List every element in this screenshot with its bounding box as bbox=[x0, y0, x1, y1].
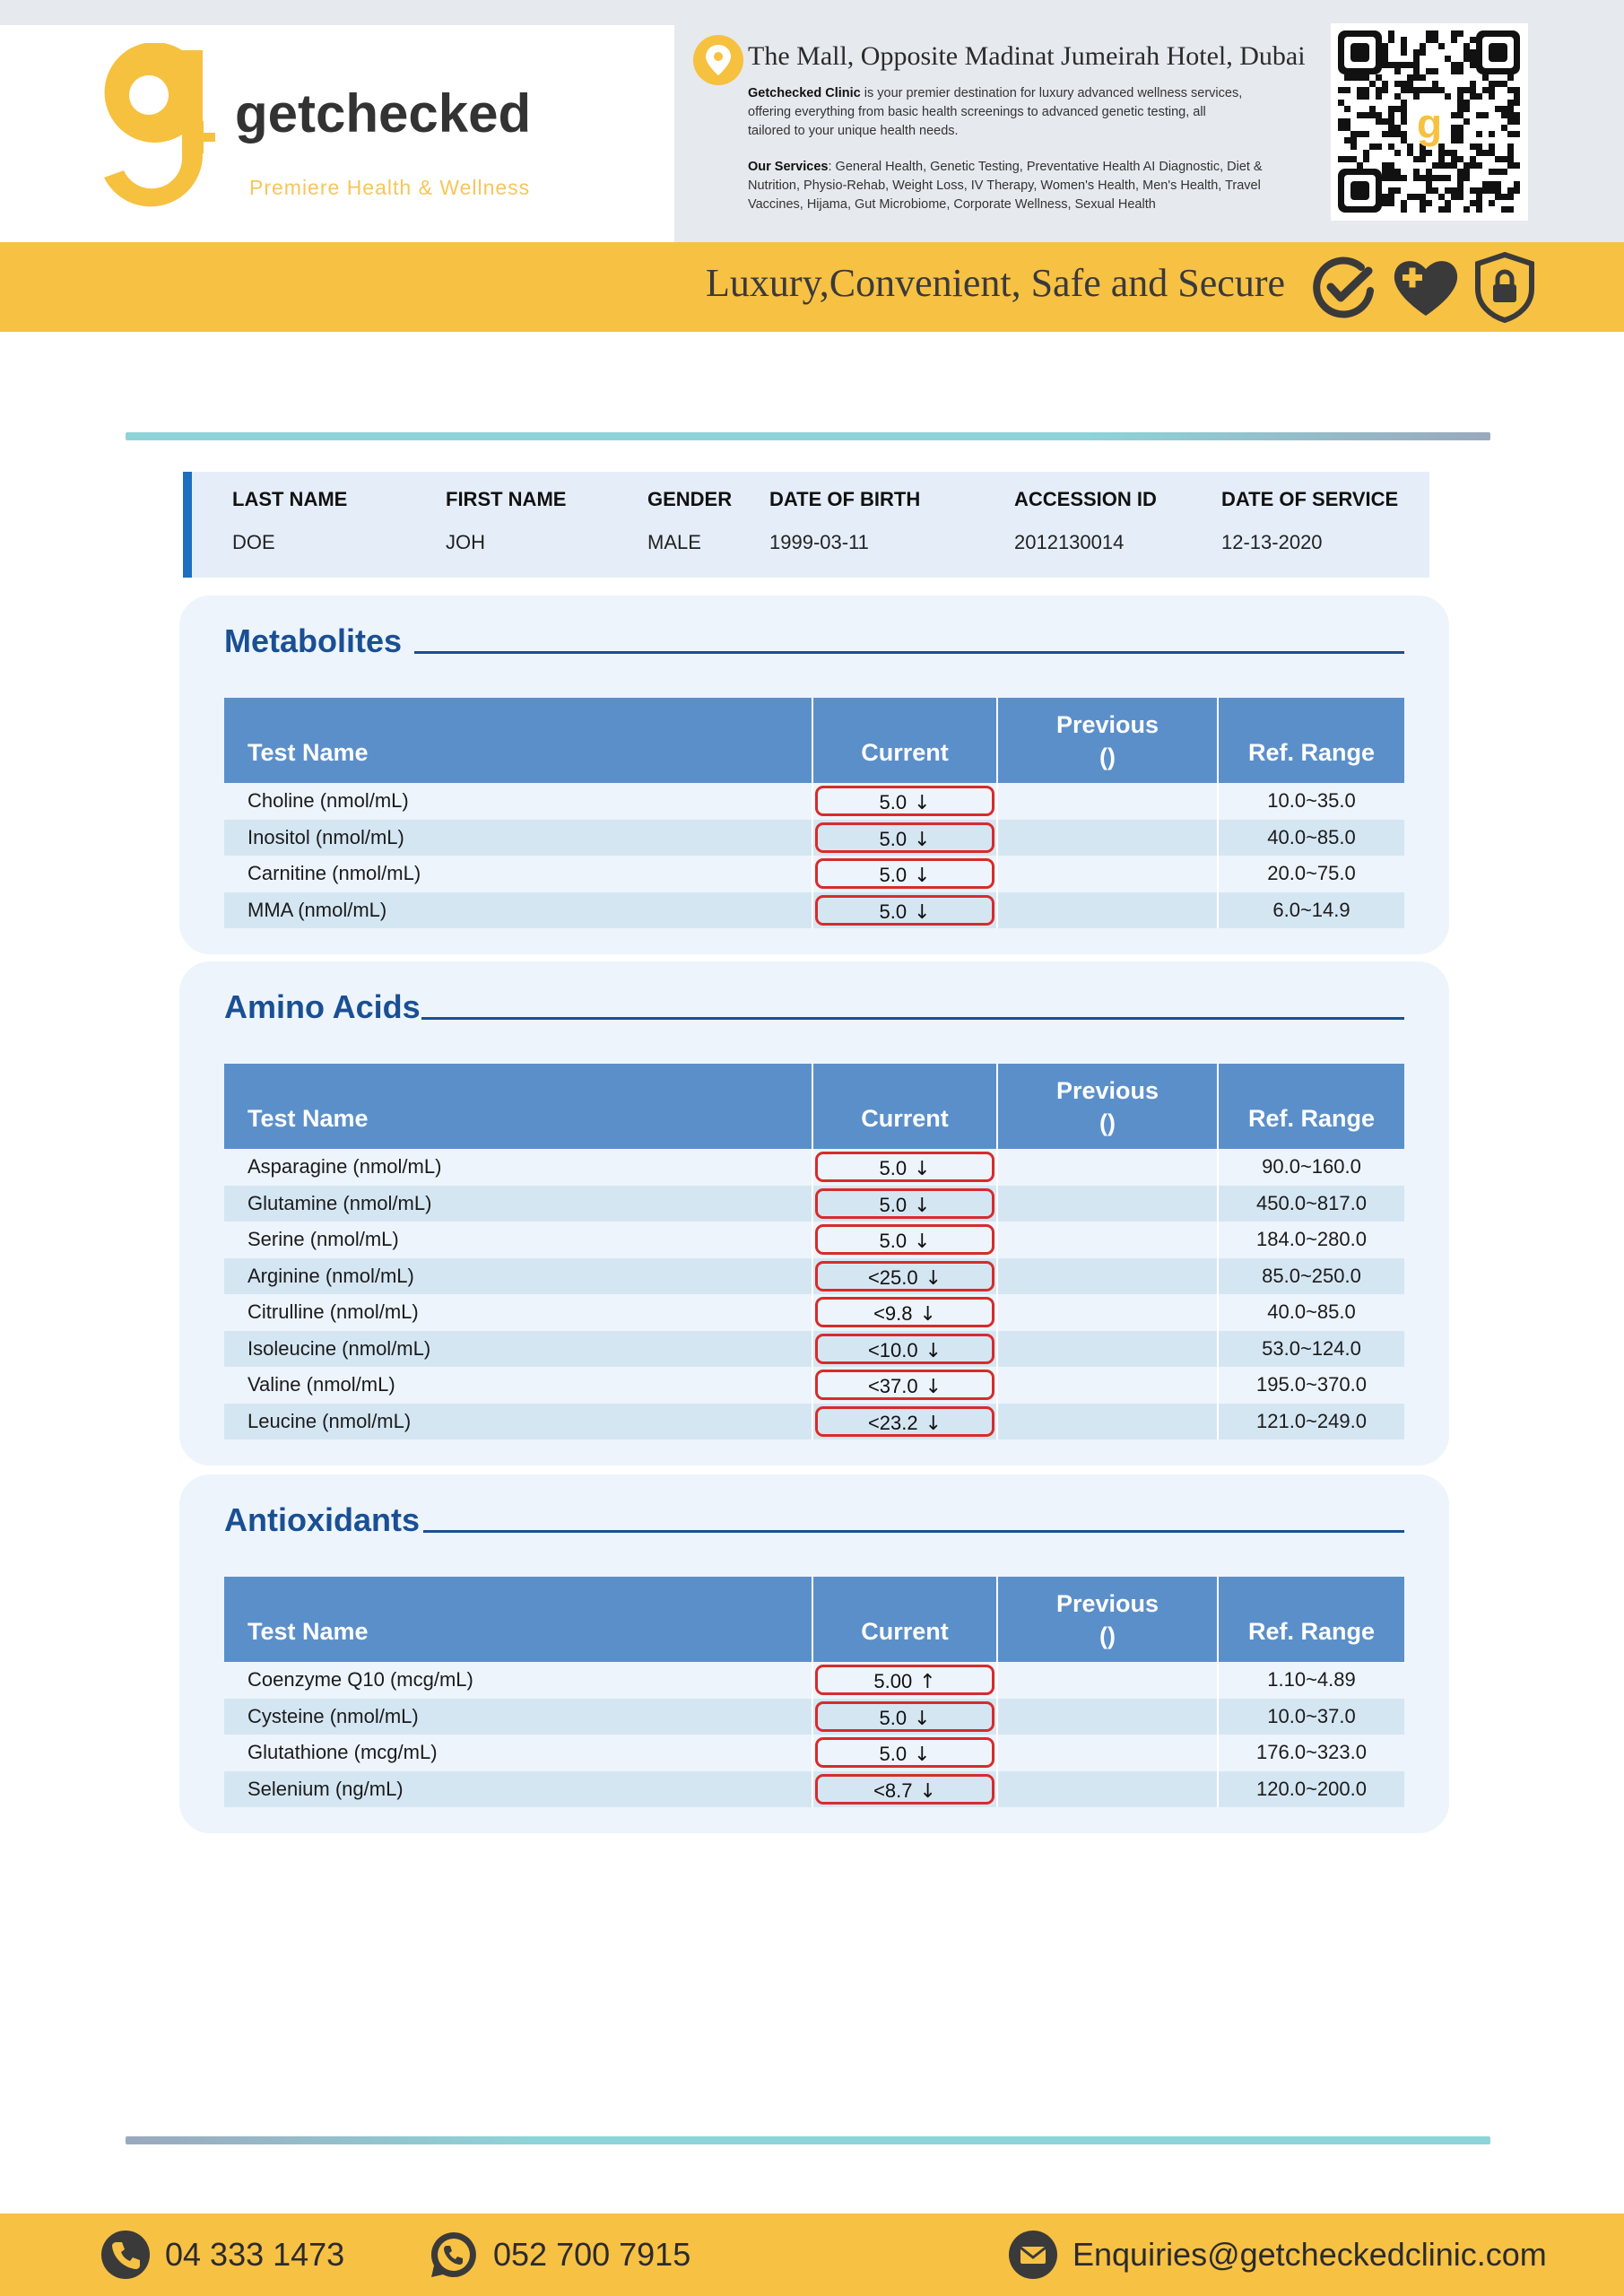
column-header-previous-sub: () bbox=[1099, 743, 1116, 770]
out-of-range-highlight bbox=[815, 1370, 994, 1400]
current-value-cell bbox=[812, 1149, 997, 1186]
previous-value bbox=[997, 820, 1218, 857]
column-header-previous bbox=[997, 698, 1218, 783]
arrow-down-icon: ↓ bbox=[914, 828, 931, 851]
column-header-previous-label: Previous bbox=[1055, 1076, 1159, 1104]
patient-header-service-date: DATE OF SERVICE bbox=[1221, 488, 1399, 510]
arrow-down-icon: ↓ bbox=[914, 1744, 931, 1767]
current-value-cell bbox=[812, 892, 997, 929]
slogan-text: Luxury,Convenient, Safe and Secure bbox=[706, 261, 1285, 305]
arrow-down-icon: ↓ bbox=[914, 1231, 931, 1254]
brand-tagline: Premiere Health & Wellness bbox=[249, 176, 531, 199]
previous-value bbox=[997, 856, 1218, 892]
current-value-cell bbox=[812, 1294, 997, 1331]
column-header-current: Current bbox=[812, 1064, 997, 1149]
current-value-cell bbox=[812, 1222, 997, 1258]
clinic-services bbox=[748, 158, 1286, 214]
column-header-test-name: Test Name bbox=[224, 698, 812, 783]
table-row bbox=[224, 1404, 1404, 1440]
services-label: Our Services bbox=[748, 160, 829, 174]
clinic-address: The Mall, Opposite Madinat Jumeirah Hotel, Dubai bbox=[748, 41, 1306, 71]
out-of-range-highlight bbox=[815, 1406, 994, 1437]
table-row bbox=[224, 1149, 1404, 1186]
patient-header-dob: DATE OF BIRTH bbox=[769, 488, 921, 510]
test-name: Selenium (ng/mL) bbox=[224, 1771, 812, 1808]
reference-range: 450.0~817.0 bbox=[1218, 1186, 1404, 1222]
out-of-range-highlight bbox=[815, 1334, 994, 1364]
current-value: 5.0 bbox=[879, 1743, 908, 1766]
previous-value bbox=[997, 1771, 1218, 1808]
reference-range: 195.0~370.0 bbox=[1218, 1367, 1404, 1404]
arrow-down-icon: ↓ bbox=[925, 1339, 942, 1362]
out-of-range-highlight bbox=[815, 1188, 994, 1219]
brand-name: getchecked bbox=[235, 83, 532, 144]
patient-header-gender: GENDER bbox=[647, 488, 733, 510]
reference-range: 176.0~323.0 bbox=[1218, 1735, 1404, 1771]
footer-phone[interactable] bbox=[100, 2230, 344, 2280]
current-value: <37.0 bbox=[867, 1375, 918, 1398]
arrow-down-icon: ↓ bbox=[914, 792, 931, 815]
out-of-range-highlight bbox=[815, 1297, 994, 1327]
current-value-cell bbox=[812, 1404, 997, 1440]
table-row bbox=[224, 1771, 1404, 1808]
patient-info-box bbox=[183, 472, 1429, 578]
arrow-down-icon: ↓ bbox=[914, 900, 931, 924]
column-header-previous-sub: () bbox=[1099, 1109, 1116, 1136]
heart-plus-icon bbox=[1390, 251, 1462, 323]
reference-range: 20.0~75.0 bbox=[1218, 856, 1404, 892]
phone-icon bbox=[100, 2230, 151, 2280]
current-value: 5.0 bbox=[879, 791, 908, 814]
current-value: <25.0 bbox=[867, 1265, 918, 1289]
previous-value bbox=[997, 1404, 1218, 1440]
table-row bbox=[224, 856, 1404, 892]
current-value-cell bbox=[812, 1699, 997, 1735]
current-value: 5.0 bbox=[879, 864, 908, 887]
out-of-range-highlight bbox=[815, 1224, 994, 1255]
table-header-row bbox=[224, 1577, 1404, 1662]
results-table bbox=[224, 1064, 1404, 1439]
column-header-previous-label: Previous bbox=[1055, 710, 1159, 738]
out-of-range-highlight bbox=[815, 1261, 994, 1292]
out-of-range-highlight bbox=[815, 1737, 994, 1768]
current-value: 5.00 bbox=[873, 1670, 913, 1693]
current-value: 5.0 bbox=[879, 1706, 908, 1729]
current-value: 5.0 bbox=[879, 900, 908, 923]
current-value: <8.7 bbox=[873, 1779, 913, 1802]
test-name: Serine (nmol/mL) bbox=[224, 1222, 812, 1258]
table-row bbox=[224, 1367, 1404, 1404]
current-value-cell bbox=[812, 783, 997, 820]
reference-range: 10.0~37.0 bbox=[1218, 1699, 1404, 1735]
location-pin-icon bbox=[692, 34, 744, 86]
patient-header-last-name: LAST NAME bbox=[232, 488, 348, 510]
previous-value bbox=[997, 1331, 1218, 1368]
column-header-previous bbox=[997, 1064, 1218, 1149]
current-value: <23.2 bbox=[867, 1411, 918, 1434]
out-of-range-highlight bbox=[815, 895, 994, 926]
previous-value bbox=[997, 1699, 1218, 1735]
current-value: 5.0 bbox=[879, 1193, 908, 1216]
clinic-name: Getchecked Clinic bbox=[748, 86, 861, 100]
previous-value bbox=[997, 1149, 1218, 1186]
arrow-down-icon: ↓ bbox=[925, 1412, 942, 1435]
column-header-current: Current bbox=[812, 1577, 997, 1662]
test-name: Coenzyme Q10 (mcg/mL) bbox=[224, 1662, 812, 1699]
previous-value bbox=[997, 1294, 1218, 1331]
section-title: Amino Acids bbox=[224, 988, 421, 1025]
previous-value bbox=[997, 1186, 1218, 1222]
results-table bbox=[224, 698, 1404, 928]
table-row bbox=[224, 783, 1404, 820]
patient-header-first-name: FIRST NAME bbox=[446, 488, 567, 510]
current-value-cell bbox=[812, 1186, 997, 1222]
bottom-divider bbox=[126, 2136, 1490, 2144]
reference-range: 184.0~280.0 bbox=[1218, 1222, 1404, 1258]
column-header-previous-sub: () bbox=[1099, 1622, 1116, 1649]
table-header-row bbox=[224, 1064, 1404, 1149]
table-row bbox=[224, 1258, 1404, 1295]
footer-whatsapp[interactable] bbox=[429, 2230, 690, 2280]
reference-range: 1.10~4.89 bbox=[1218, 1662, 1404, 1699]
column-header-ref-range: Ref. Range bbox=[1218, 1577, 1404, 1662]
out-of-range-highlight bbox=[815, 1701, 994, 1732]
arrow-down-icon: ↓ bbox=[914, 1707, 931, 1730]
section-title-underline bbox=[423, 1530, 1404, 1533]
reference-range: 85.0~250.0 bbox=[1218, 1258, 1404, 1295]
out-of-range-highlight bbox=[815, 858, 994, 889]
previous-value bbox=[997, 892, 1218, 929]
current-value-cell bbox=[812, 1735, 997, 1771]
current-value-cell bbox=[812, 1771, 997, 1808]
current-value: <10.0 bbox=[867, 1338, 918, 1361]
footer-phone-text: 04 333 1473 bbox=[165, 2236, 345, 2273]
getchecked-logo-icon bbox=[97, 43, 218, 222]
current-value-cell bbox=[812, 1331, 997, 1368]
services-text: : General Health, Genetic Testing, Preventative Health AI Diagnostic, Diet & Nutrition, Physio-Rehab, Weight Loss, IV Therapy, Women's Health, Men's Health, Travel Vaccines, Hijama, Gut Microbiome, Corporate Wellness, Sexual Health bbox=[748, 160, 1263, 212]
arrow-down-icon: ↓ bbox=[914, 865, 931, 888]
out-of-range-highlight bbox=[815, 822, 994, 853]
section-title-underline bbox=[421, 1017, 1404, 1020]
section-title: Antioxidants bbox=[224, 1501, 421, 1538]
table-row bbox=[224, 1186, 1404, 1222]
previous-value bbox=[997, 1662, 1218, 1699]
current-value: <9.8 bbox=[873, 1302, 913, 1326]
test-name: Asparagine (nmol/mL) bbox=[224, 1149, 812, 1186]
results-table bbox=[224, 1577, 1404, 1807]
table-row bbox=[224, 1222, 1404, 1258]
footer-email-text: Enquiries@getcheckedclinic.com bbox=[1073, 2236, 1547, 2273]
reference-range: 121.0~249.0 bbox=[1218, 1404, 1404, 1440]
test-name: Cysteine (nmol/mL) bbox=[224, 1699, 812, 1735]
clinic-description bbox=[748, 84, 1250, 141]
qr-code-icon[interactable] bbox=[1331, 23, 1528, 221]
patient-accession-id: 2012130014 bbox=[1014, 531, 1125, 553]
reference-range: 90.0~160.0 bbox=[1218, 1149, 1404, 1186]
current-value: 5.0 bbox=[879, 1230, 908, 1253]
patient-last-name: DOE bbox=[232, 531, 275, 553]
current-value-cell bbox=[812, 1367, 997, 1404]
section-antioxidants bbox=[179, 1474, 1449, 1833]
out-of-range-highlight bbox=[815, 786, 994, 816]
patient-first-name: JOH bbox=[446, 531, 485, 553]
footer-whatsapp-text: 052 700 7915 bbox=[493, 2236, 691, 2273]
reference-range: 40.0~85.0 bbox=[1218, 820, 1404, 857]
column-header-previous-label: Previous bbox=[1055, 1589, 1159, 1617]
section-metabolites bbox=[179, 596, 1449, 954]
test-name: Inositol (nmol/mL) bbox=[224, 820, 812, 857]
email-icon bbox=[1008, 2230, 1058, 2280]
current-value-cell bbox=[812, 856, 997, 892]
reference-range: 10.0~35.0 bbox=[1218, 783, 1404, 820]
patient-header-accession: ACCESSION ID bbox=[1014, 488, 1157, 510]
test-name: Citrulline (nmol/mL) bbox=[224, 1294, 812, 1331]
previous-value bbox=[997, 1735, 1218, 1771]
column-header-current: Current bbox=[812, 698, 997, 783]
patient-dob: 1999-03-11 bbox=[769, 531, 869, 553]
reference-range: 120.0~200.0 bbox=[1218, 1771, 1404, 1808]
previous-value bbox=[997, 783, 1218, 820]
top-divider bbox=[126, 432, 1490, 440]
arrow-down-icon: ↓ bbox=[925, 1266, 942, 1290]
check-badge-icon bbox=[1307, 251, 1379, 323]
current-value: 5.0 bbox=[879, 827, 908, 850]
clinic-description-text: is your premier destination for luxury advanced wellness services, offering everything from basic health screenings to advanced genetic testing, all tailored to your unique health needs. bbox=[748, 86, 1243, 138]
table-row bbox=[224, 892, 1404, 929]
whatsapp-icon bbox=[429, 2230, 479, 2280]
table-row bbox=[224, 1699, 1404, 1735]
patient-gender: MALE bbox=[647, 531, 701, 553]
out-of-range-highlight bbox=[815, 1152, 994, 1182]
section-title: Metabolites bbox=[224, 622, 403, 659]
current-value-cell bbox=[812, 820, 997, 857]
patient-service-date: 12-13-2020 bbox=[1221, 531, 1323, 553]
arrow-down-icon: ↓ bbox=[914, 1158, 931, 1181]
test-name: Isoleucine (nmol/mL) bbox=[224, 1331, 812, 1368]
test-name: Leucine (nmol/mL) bbox=[224, 1404, 812, 1440]
previous-value bbox=[997, 1367, 1218, 1404]
table-row bbox=[224, 1735, 1404, 1771]
test-name: MMA (nmol/mL) bbox=[224, 892, 812, 929]
column-header-ref-range: Ref. Range bbox=[1218, 1064, 1404, 1149]
previous-value bbox=[997, 1258, 1218, 1295]
current-value-cell bbox=[812, 1662, 997, 1699]
shield-lock-icon bbox=[1469, 251, 1541, 323]
previous-value bbox=[997, 1222, 1218, 1258]
reference-range: 53.0~124.0 bbox=[1218, 1331, 1404, 1368]
column-header-ref-range: Ref. Range bbox=[1218, 698, 1404, 783]
arrow-down-icon: ↓ bbox=[919, 1779, 936, 1803]
test-name: Glutathione (mcg/mL) bbox=[224, 1735, 812, 1771]
footer-email[interactable] bbox=[1008, 2230, 1547, 2280]
table-row bbox=[224, 1294, 1404, 1331]
svg-text:g: g bbox=[1416, 100, 1443, 147]
table-row bbox=[224, 1331, 1404, 1368]
test-name: Valine (nmol/mL) bbox=[224, 1367, 812, 1404]
table-row bbox=[224, 1662, 1404, 1699]
table-header-row bbox=[224, 698, 1404, 783]
out-of-range-highlight bbox=[815, 1665, 994, 1695]
section-amino-acids bbox=[179, 961, 1449, 1465]
arrow-down-icon: ↓ bbox=[914, 1194, 931, 1217]
column-header-previous bbox=[997, 1577, 1218, 1662]
arrow-down-icon: ↓ bbox=[925, 1376, 942, 1399]
test-name: Glutamine (nmol/mL) bbox=[224, 1186, 812, 1222]
table-row bbox=[224, 820, 1404, 857]
header-top-strip bbox=[0, 0, 1624, 25]
arrow-up-icon: ↑ bbox=[919, 1671, 936, 1694]
test-name: Arginine (nmol/mL) bbox=[224, 1258, 812, 1295]
test-name: Choline (nmol/mL) bbox=[224, 783, 812, 820]
reference-range: 40.0~85.0 bbox=[1218, 1294, 1404, 1331]
current-value-cell bbox=[812, 1258, 997, 1295]
reference-range: 6.0~14.9 bbox=[1218, 892, 1404, 929]
current-value: 5.0 bbox=[879, 1157, 908, 1180]
test-name: Carnitine (nmol/mL) bbox=[224, 856, 812, 892]
arrow-down-icon: ↓ bbox=[919, 1303, 936, 1326]
section-title-underline bbox=[414, 651, 1404, 654]
out-of-range-highlight bbox=[815, 1774, 994, 1805]
column-header-test-name: Test Name bbox=[224, 1577, 812, 1662]
column-header-test-name: Test Name bbox=[224, 1064, 812, 1149]
